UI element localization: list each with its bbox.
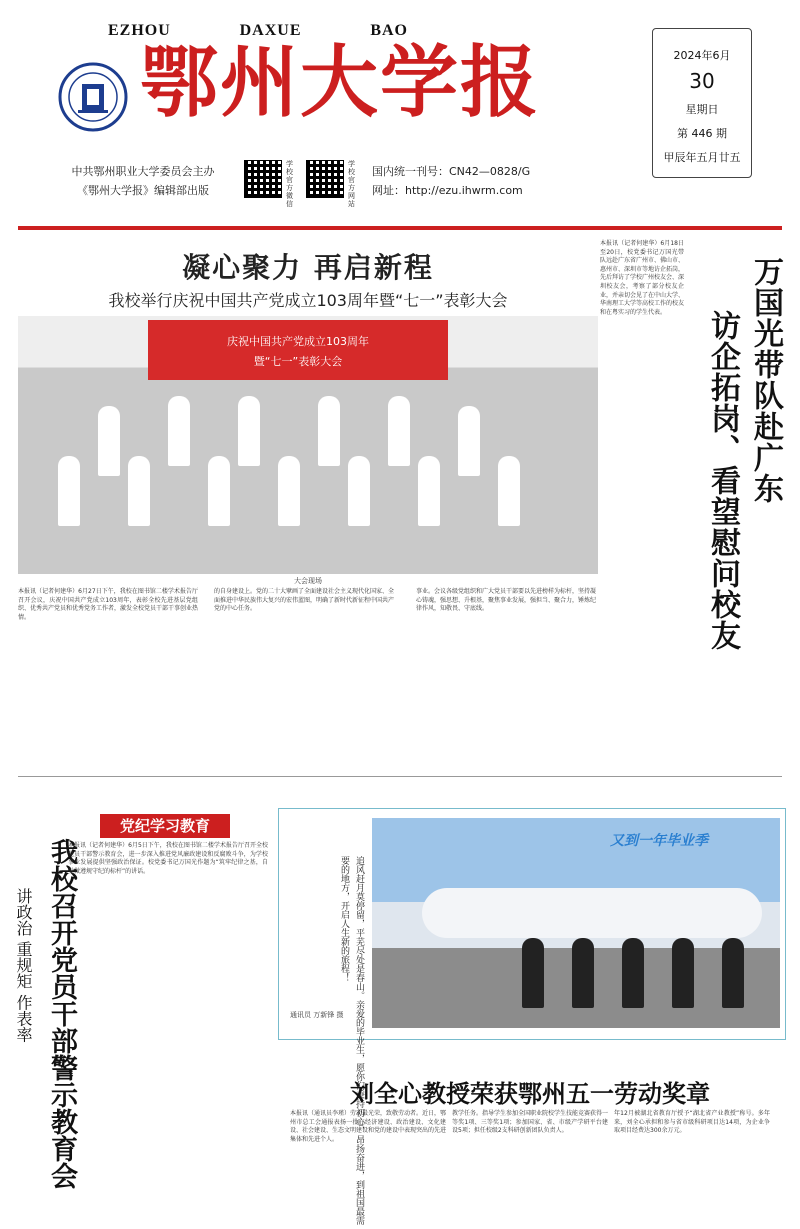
right-story-title-1: 万国光带队赴广东	[748, 256, 783, 504]
qr2-label: 学校官方网站	[348, 160, 355, 208]
right-story-title-2: 访企拓岗、看望慰问校友	[705, 310, 740, 651]
labor-headline: 刘全心教授荣获鄂州五一劳动奖章	[350, 1080, 710, 1108]
cn-number: 国内统一刊号：CN42—0828/G	[372, 165, 531, 178]
date-box	[652, 28, 752, 178]
discipline-title: 我校召开党员干部警示教育会	[46, 838, 77, 1189]
photo-credit: 通讯员 万新锋 摄	[290, 1011, 344, 1019]
graduation-photo	[372, 818, 780, 1028]
graduation-banner: 又到一年毕业季	[610, 833, 708, 849]
discipline-tag: 党纪学习教育	[100, 814, 230, 838]
pinyin-2: DAXUE	[239, 22, 302, 39]
discipline-text: 本报讯（记者何建华）6月5日下午，我校在图书馆二楼学术报告厅召开全校党员干部警示教育会，进一步深入推进党风廉政建设和反腐败斗争，为学校事业发展提供坚强政治保证。校党委书记万国光作题为“筑牢纪律之基，自觉做遵规守纪的标杆”的讲话。	[68, 842, 268, 875]
lead-column-3: 事业。会议各级党组织和广大党员干部要以先进榜样为标杆，坚持凝心铸魂，强思想、升根基，聚焦事业发展，强担当、聚合力，锤炼纪律作风，知敬畏、守底线。	[416, 588, 597, 613]
date-day: 30	[689, 69, 715, 93]
right-story-text: 本报讯（记者何建华）6月18日至20日，校党委书记万国光带队远赴广东省广州市、佛山市、惠州市、深圳市等地访企拓岗，先后拜访了学校广州校友会、深圳校友会，考察了部分校友企业，并亲切会见了在中山大学、华南理工大学等高校工作的校友和在粤实习的学生代表。	[600, 240, 685, 316]
issue-number: 第 446 期	[677, 127, 727, 140]
labor-column-2: 教学任务。指导学生参加全国职业院校学生技能竞赛获得一等奖1项、三等奖1项；参加国家、省、市级产学研平台建设5项；担任校级2支科研创新团队负责人。	[452, 1110, 609, 1135]
university-logo-icon	[58, 62, 128, 132]
newspaper-title: 鄂州大学报	[140, 37, 541, 128]
sponsor-line-2: 《鄂州大学报》编辑部出版	[77, 184, 209, 197]
lead-subhead: 我校举行庆祝中国共产党成立103周年暨“七一”表彰大会	[108, 291, 508, 310]
publication-info	[372, 162, 530, 200]
lead-column-2: 的自身建设上。党的二十大擘画了全面建设社会主义现代化国家、全面推进中华民族伟大复兴的宏伟蓝图，明确了新时代新征程中国共产党的中心任务。	[214, 588, 395, 613]
ceremony-banner	[148, 320, 448, 380]
pinyin-1: EZHOU	[108, 22, 171, 39]
banner-line-2: 暨“七一”表彰大会	[253, 355, 343, 368]
photo-caption: 大会现场	[294, 577, 322, 585]
masthead-divider	[18, 226, 782, 230]
website-qr-code[interactable]	[306, 160, 344, 198]
discipline-subtitle: 讲政治 重规矩 作表率	[14, 888, 33, 1043]
lead-headline: 凝心聚力 再启新程	[182, 251, 434, 284]
labor-column-1: 本报讯（通讯员李瑾）劳动最光荣，致敬劳动者。近日，鄂州市总工会通报表扬一批在经济建设、政治建设、文化建设、社会建设、生态文明建设和党的建设中表现突出的先进集体和先进个人。	[290, 1110, 447, 1143]
wechat-qr-code[interactable]	[244, 160, 282, 198]
pinyin-3: BAO	[370, 22, 408, 39]
date-weekday: 星期日	[685, 103, 719, 116]
website-link[interactable]: 网址：http://ezu.ihwrm.com	[372, 184, 523, 197]
banner-line-1: 庆祝中国共产党成立103周年	[227, 335, 369, 348]
sponsor-block	[48, 162, 238, 200]
date-year-month: 2024年6月	[673, 49, 731, 62]
lead-column-1: 本报讯（记者何建华）6月27日下午，我校在图书馆二楼学术报告厅召开会议，庆祝中国共产党成立103周年，表彰全校先进基层党组织、优秀共产党员和优秀党务工作者，激发全校党员干部干事创业热情。	[18, 588, 199, 621]
lunar-date: 甲辰年五月廿五	[663, 151, 741, 164]
labor-column-3: 年12月被湖北省教育厅授予“湖北省产业教授”称号。多年来，刘全心承担和参与省市级科研项目达14项，为企业争取项目经费达300余万元。	[614, 1110, 770, 1135]
graduation-poem: 追风赶月莫停留，平芜尽处是春山。亲爱的毕业生，愿你们秉持初心，昂扬奋进，到祖国最需要的地方，开启人生新的旅程！	[339, 856, 364, 1225]
sponsor-line-1: 中共鄂州职业大学委员会主办	[71, 165, 215, 178]
qr1-label: 学校官方微信	[286, 160, 293, 208]
section-divider	[18, 776, 782, 777]
